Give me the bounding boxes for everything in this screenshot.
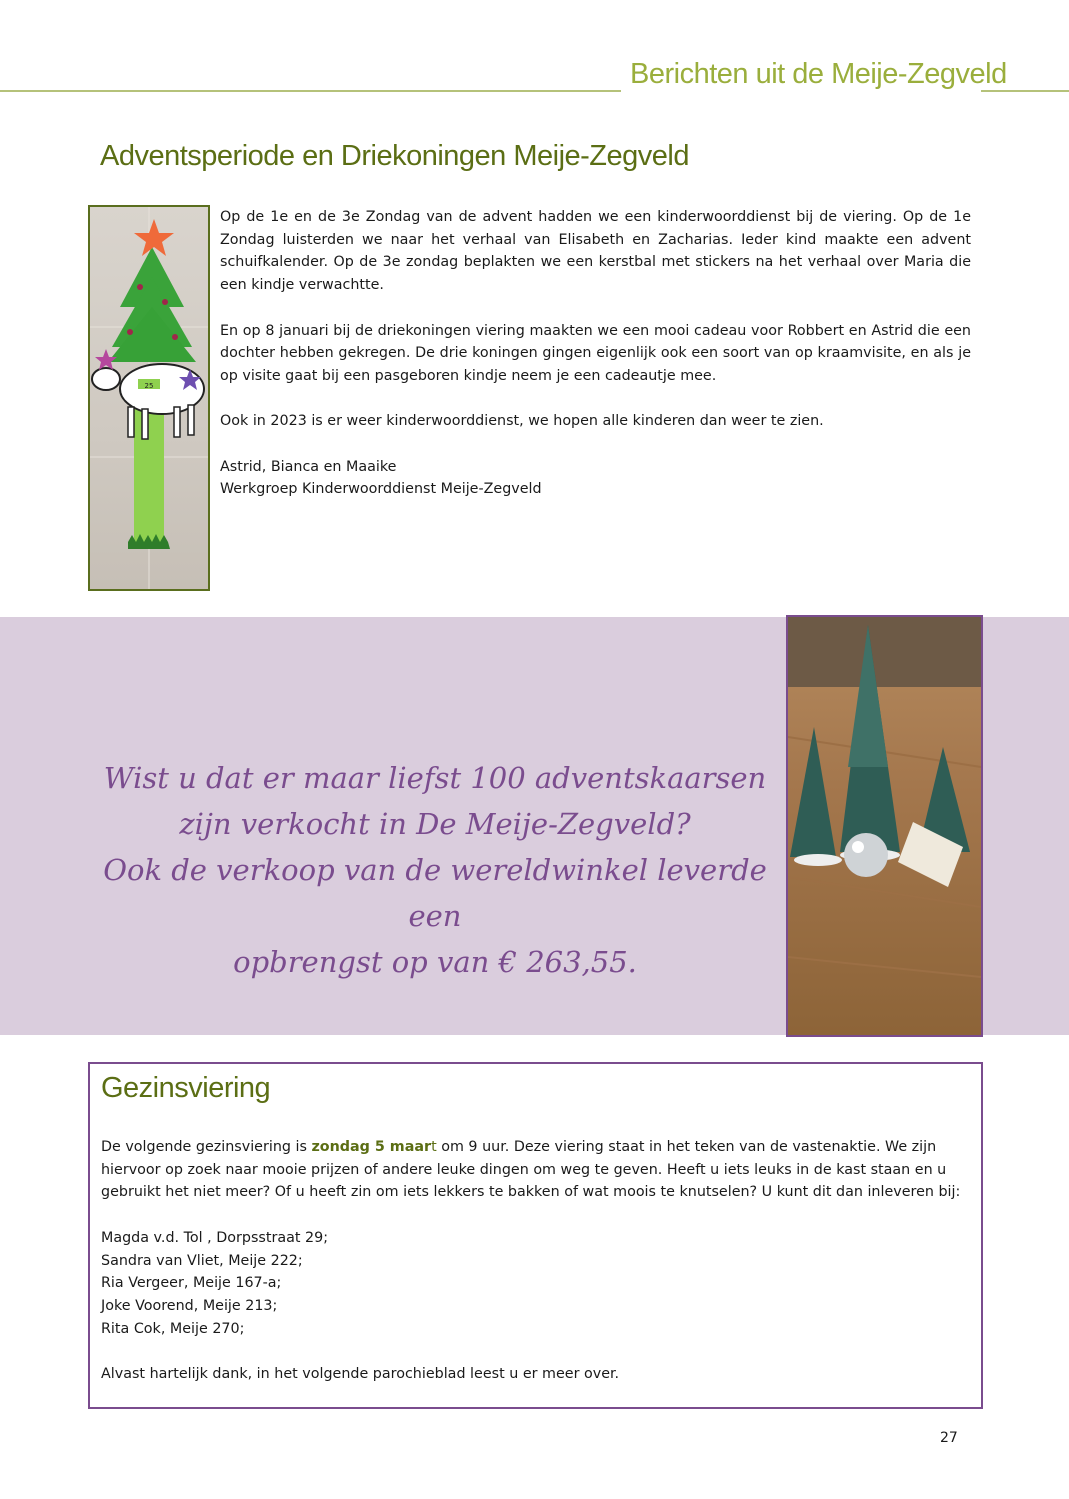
address-item: Sandra van Vliet, Meije 222; bbox=[101, 1252, 303, 1269]
advent-paragraph: Ook in 2023 is er weer kinderwoorddienst, we hopen alle kinderen dan weer te zien. bbox=[220, 413, 824, 430]
advent-paragraph: Op de 1e en de 3e Zondag van de advent hadden we een kinderwoorddienst bij de viering. Op de 1e Zondag luisterden we naar het verhaal van Elisabeth en Zacharias. Ieder kind maakte een advent schuifkalender. Op de 3e zondag beplakten we een kerstbal met stickers na het verhaal over Maria die een kindje verwachtte. bbox=[220, 209, 971, 294]
calendar-strip bbox=[134, 407, 164, 542]
address-list bbox=[101, 1227, 973, 1341]
header-rule-left bbox=[0, 90, 621, 92]
ornament-icon bbox=[844, 833, 888, 877]
address-item: Magda v.d. Tol , Dorpsstraat 29; bbox=[101, 1229, 329, 1246]
advent-calendar-photo bbox=[88, 205, 210, 591]
advent-section-title: Adventsperiode en Driekoningen Meije-Zegveld bbox=[100, 140, 689, 172]
advent-body bbox=[220, 206, 971, 524]
date-highlight-tail: t bbox=[431, 1139, 437, 1155]
quote-line: zijn verkocht in De Meije-Zegveld? bbox=[179, 807, 691, 841]
gezinsviering-title: Gezinsviering bbox=[101, 1072, 271, 1104]
address-item: Ria Vergeer, Meije 167-a; bbox=[101, 1275, 282, 1292]
date-highlight: zondag 5 maar bbox=[311, 1139, 432, 1155]
advent-calendar-illustration bbox=[90, 207, 208, 589]
page-number: 27 bbox=[940, 1430, 958, 1446]
tree-icon bbox=[790, 727, 836, 857]
closing-text: Alvast hartelijk dank, in het volgende parochieblad leest u er meer over. bbox=[101, 1366, 620, 1382]
advent-paragraph: En op 8 januari bij de driekoningen viering maakten we een mooi cadeau voor Robbert en Astrid die een dochter hebben gekregen. De drie koningen gingen eigenlijk ook een soort van op kraamvisite, en als je op visite gaat bij een pasgeboren kindje neem je een cadeautje mee. bbox=[220, 322, 971, 384]
intro-text: om 9 uur. Deze viering staat in het teken van de vastenaktie. We zijn hiervoor op zoek naar mooie prijzen of andere leuke dingen om weg te geven. Heeft u iets leuks in de kast staan en u gebruikt het niet meer? Of u heeft zin om iets lekkers te bakken of wat moois te knutselen? U kunt dit dan inleveren bij: bbox=[101, 1139, 961, 1201]
christmas-trees-photo bbox=[786, 615, 983, 1037]
address-item: Rita Cok, Meije 270; bbox=[101, 1320, 245, 1337]
gezinsviering-box bbox=[88, 1062, 983, 1409]
signature-group: Werkgroep Kinderwoorddienst Meije-Zegveld bbox=[220, 481, 542, 498]
page-header-title: Berichten uit de Meije-Zegveld bbox=[630, 58, 1007, 90]
trees-illustration bbox=[788, 617, 981, 1035]
quote-line: opbrengst op van € 263,55. bbox=[233, 945, 637, 979]
quote-text bbox=[90, 755, 780, 985]
star-icon bbox=[134, 219, 174, 256]
gezinsviering-body bbox=[101, 1136, 973, 1408]
gezinsviering-intro bbox=[101, 1136, 973, 1204]
intro-text: De volgende gezinsviering is bbox=[101, 1139, 312, 1155]
signature-names: Astrid, Bianca en Maaike bbox=[220, 458, 397, 475]
quote-line: Wist u dat er maar liefst 100 adventskaarsen bbox=[103, 761, 767, 795]
address-item: Joke Voorend, Meije 213; bbox=[101, 1297, 278, 1314]
svg-text:25: 25 bbox=[144, 382, 154, 390]
header-rule-right bbox=[981, 90, 1069, 92]
quote-line: Ook de verkoop van de wereldwinkel leverde een bbox=[103, 853, 767, 933]
